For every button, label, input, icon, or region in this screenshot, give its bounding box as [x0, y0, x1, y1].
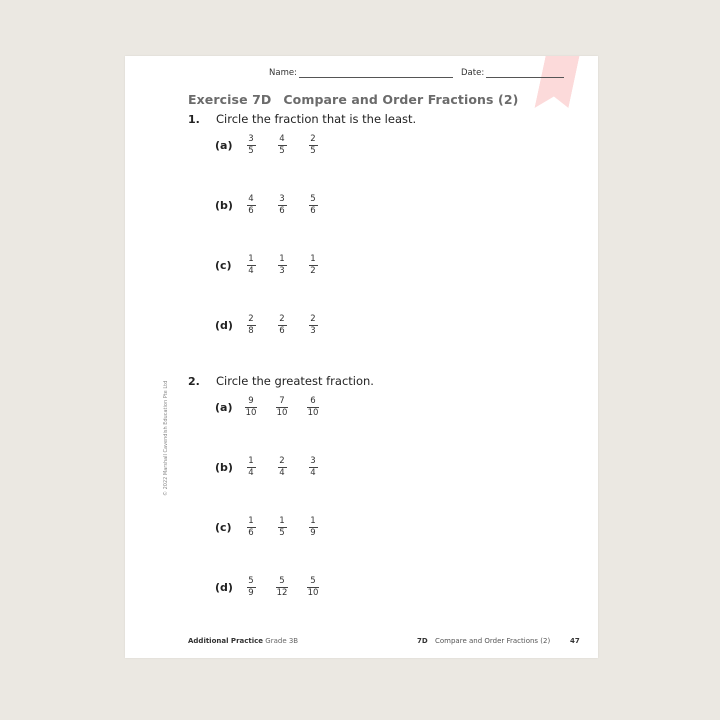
denominator: 4 [310, 467, 316, 478]
denominator: 6 [248, 527, 254, 538]
question-1-item [215, 251, 336, 279]
fraction-choice[interactable] [243, 195, 259, 215]
numerator: 1 [248, 456, 254, 466]
numerator: 3 [279, 194, 285, 204]
fraction-choice[interactable] [305, 577, 321, 597]
question-2-item [215, 513, 336, 541]
numerator: 4 [279, 134, 285, 144]
numerator: 2 [248, 314, 254, 324]
denominator: 10 [307, 407, 319, 418]
fraction-choice[interactable] [243, 517, 259, 537]
item-label: (d) [215, 580, 233, 594]
item-label: (d) [215, 318, 233, 332]
fraction-choice[interactable] [274, 135, 290, 155]
item-label: (c) [215, 258, 232, 272]
numerator: 9 [248, 396, 254, 406]
footer-book [188, 637, 298, 645]
fraction-choice[interactable] [243, 577, 259, 597]
fraction-choice[interactable] [243, 315, 259, 335]
denominator: 3 [310, 325, 316, 336]
numerator: 1 [248, 254, 254, 264]
numerator: 4 [248, 194, 254, 204]
denominator: 9 [248, 587, 254, 598]
denominator: 4 [279, 467, 285, 478]
fraction-choice[interactable] [305, 135, 321, 155]
denominator: 4 [248, 467, 254, 478]
question-1-prompt: Circle the fraction that is the least. [216, 112, 417, 126]
question-2-prompt: Circle the greatest fraction. [216, 374, 374, 388]
item-label: (c) [215, 520, 232, 534]
footer-section-title: Compare and Order Fractions (2) [435, 637, 551, 645]
numerator: 2 [310, 314, 316, 324]
item-label: (b) [215, 198, 233, 212]
page-number: 47 [570, 637, 580, 645]
numerator: 2 [279, 456, 285, 466]
bookmark-ribbon [534, 56, 579, 108]
denominator: 6 [279, 205, 285, 216]
numerator: 6 [310, 396, 316, 406]
numerator: 3 [310, 456, 316, 466]
fraction-choice[interactable] [305, 255, 321, 275]
exercise-topic: Compare and Order Fractions (2) [283, 92, 519, 107]
numerator: 1 [310, 254, 316, 264]
name-label: Name: [269, 68, 297, 78]
denominator: 5 [279, 145, 285, 156]
fraction-choice[interactable] [305, 315, 321, 335]
denominator: 6 [248, 205, 254, 216]
exercise-title [188, 92, 518, 107]
denominator: 6 [310, 205, 316, 216]
fraction-choice[interactable] [305, 517, 321, 537]
numerator: 1 [310, 516, 316, 526]
fraction-choice[interactable] [243, 135, 259, 155]
numerator: 5 [248, 576, 254, 586]
question-1-item [215, 131, 336, 159]
footer-grade: Grade 3B [265, 637, 299, 645]
denominator: 9 [310, 527, 316, 538]
fraction-choice[interactable] [243, 255, 259, 275]
question-1-number: 1. [188, 113, 200, 126]
fraction-choice[interactable] [305, 397, 321, 417]
footer-book-title: Additional Practice [188, 637, 264, 645]
copyright-notice: © 2022 Marshall Cavendish Education Pte Ltd [163, 380, 169, 496]
fraction-choice[interactable] [274, 517, 290, 537]
numerator: 1 [248, 516, 254, 526]
question-1-item [215, 191, 336, 219]
footer-section-code: 7D [417, 637, 428, 645]
numerator: 5 [279, 576, 285, 586]
fraction-choice[interactable] [274, 397, 290, 417]
fraction-choice[interactable] [274, 457, 290, 477]
denominator: 5 [279, 527, 285, 538]
item-label: (b) [215, 460, 233, 474]
denominator: 10 [245, 407, 257, 418]
name-field-line[interactable] [299, 77, 453, 78]
denominator: 12 [276, 587, 288, 598]
fraction-choice[interactable] [243, 397, 259, 417]
item-label: (a) [215, 138, 233, 152]
item-label: (a) [215, 400, 233, 414]
denominator: 8 [248, 325, 254, 336]
question-2-number: 2. [188, 375, 200, 388]
question-2-item [215, 573, 336, 601]
numerator: 5 [310, 576, 316, 586]
numerator: 1 [279, 516, 285, 526]
question-2-item [215, 393, 336, 421]
numerator: 2 [279, 314, 285, 324]
fraction-choice[interactable] [305, 457, 321, 477]
question-2-item [215, 453, 336, 481]
fraction-choice[interactable] [274, 577, 290, 597]
fraction-choice[interactable] [274, 315, 290, 335]
exercise-number: Exercise 7D [188, 92, 272, 107]
numerator: 3 [248, 134, 254, 144]
fraction-choice[interactable] [274, 255, 290, 275]
question-1-item [215, 311, 336, 339]
denominator: 5 [248, 145, 254, 156]
denominator: 5 [310, 145, 316, 156]
denominator: 2 [310, 265, 316, 276]
denominator: 4 [248, 265, 254, 276]
fraction-choice[interactable] [305, 195, 321, 215]
date-label: Date: [461, 68, 485, 78]
date-field-line[interactable] [486, 77, 564, 78]
denominator: 6 [279, 325, 285, 336]
numerator: 7 [279, 396, 285, 406]
denominator: 10 [276, 407, 288, 418]
numerator: 1 [279, 254, 285, 264]
numerator: 2 [310, 134, 316, 144]
denominator: 3 [279, 265, 285, 276]
fraction-choice[interactable] [243, 457, 259, 477]
worksheet-page [125, 56, 598, 658]
numerator: 5 [310, 194, 316, 204]
denominator: 10 [307, 587, 319, 598]
fraction-choice[interactable] [274, 195, 290, 215]
